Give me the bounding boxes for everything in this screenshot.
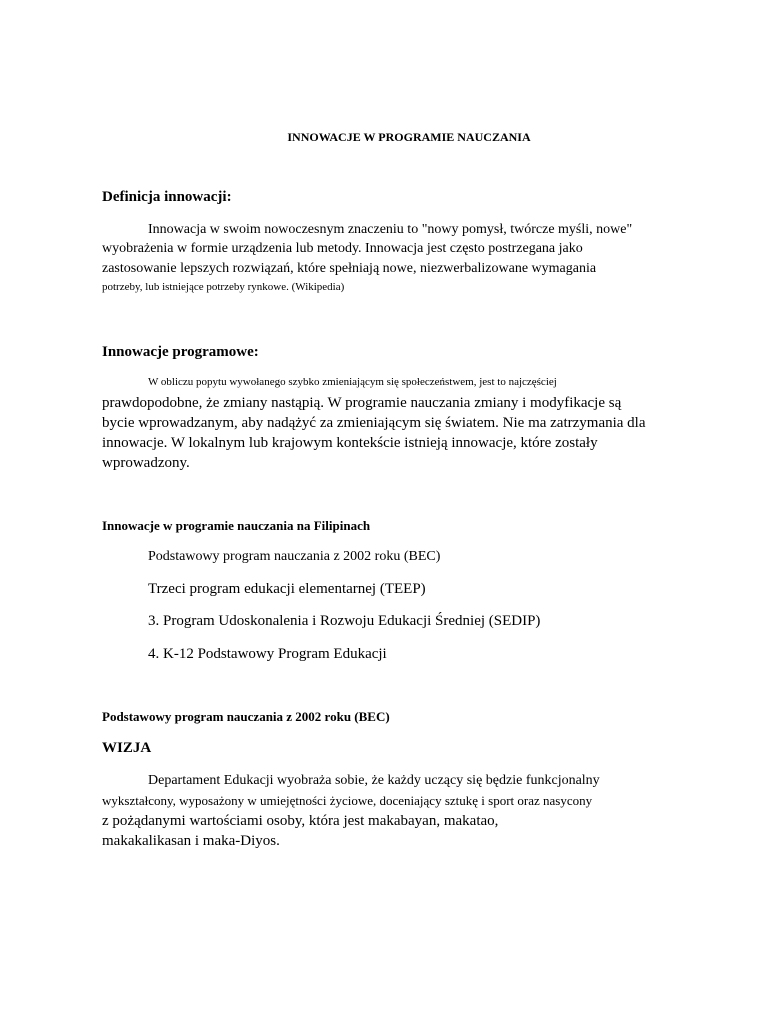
paragraph-line: z pożądanymi wartościami osoby, która jest makabayan, makatao,: [102, 813, 499, 829]
heading-bec: Podstawowy program nauczania z 2002 roku (BEC): [102, 709, 390, 724]
paragraph-line: potrzeby, lub istniejące potrzeby rynkowe. (Wikipedia): [102, 281, 345, 293]
list-item: Trzeci program edukacji elementarnej (TEEP): [148, 581, 426, 597]
heading-philippines: Innowacje w programie nauczania na Filipinach: [102, 518, 371, 533]
list-item: Podstawowy program nauczania z 2002 roku (BEC): [148, 549, 441, 564]
heading-vision: WIZJA: [102, 740, 152, 756]
paragraph-line: makakalikasan i maka-Diyos.: [102, 833, 280, 849]
heading-definition: Definicja innowacji:: [102, 189, 232, 205]
paragraph-line: Innowacja w swoim nowoczesnym znaczeniu to "nowy pomysł, twórcze myśli, nowe": [148, 222, 633, 237]
paragraph-line: prawdopodobne, że zmiany nastąpią. W programie nauczania zmiany i modyfikacje są: [102, 395, 622, 411]
paragraph-line: wykształcony, wyposażony w umiejętności życiowe, doceniający sztukę i sport oraz nasycony: [102, 793, 593, 808]
list-item: 3. Program Udoskonalenia i Rozwoju Edukacji Średniej (SEDIP): [148, 613, 541, 629]
paragraph-line: wyobrażenia w formie urządzenia lub metody. Innowacja jest często postrzegana jako: [102, 241, 583, 256]
paragraph-line: zastosowanie lepszych rozwiązań, które spełniają nowe, niezwerbalizowane wymagania: [102, 261, 597, 276]
heading-program-innovations: Innowacje programowe:: [102, 344, 259, 360]
paragraph-line: Departament Edukacji wyobraża sobie, że każdy uczący się będzie funkcjonalny: [148, 773, 600, 788]
document-title: INNOWACJE W PROGRAMIE NAUCZANIA: [287, 130, 531, 144]
paragraph-line: wprowadzony.: [102, 455, 190, 471]
paragraph-line: W obliczu popytu wywołanego szybko zmieniającym się społeczeństwem, jest to najczęściej: [148, 376, 557, 388]
paragraph-line: bycie wprowadzanym, aby nadążyć za zmieniającym się światem. Nie ma zatrzymania dla: [102, 415, 646, 431]
paragraph-line: innowacje. W lokalnym lub krajowym kontekście istnieją innowacje, które zostały: [102, 435, 598, 451]
list-item: 4. K-12 Podstawowy Program Edukacji: [148, 646, 387, 662]
